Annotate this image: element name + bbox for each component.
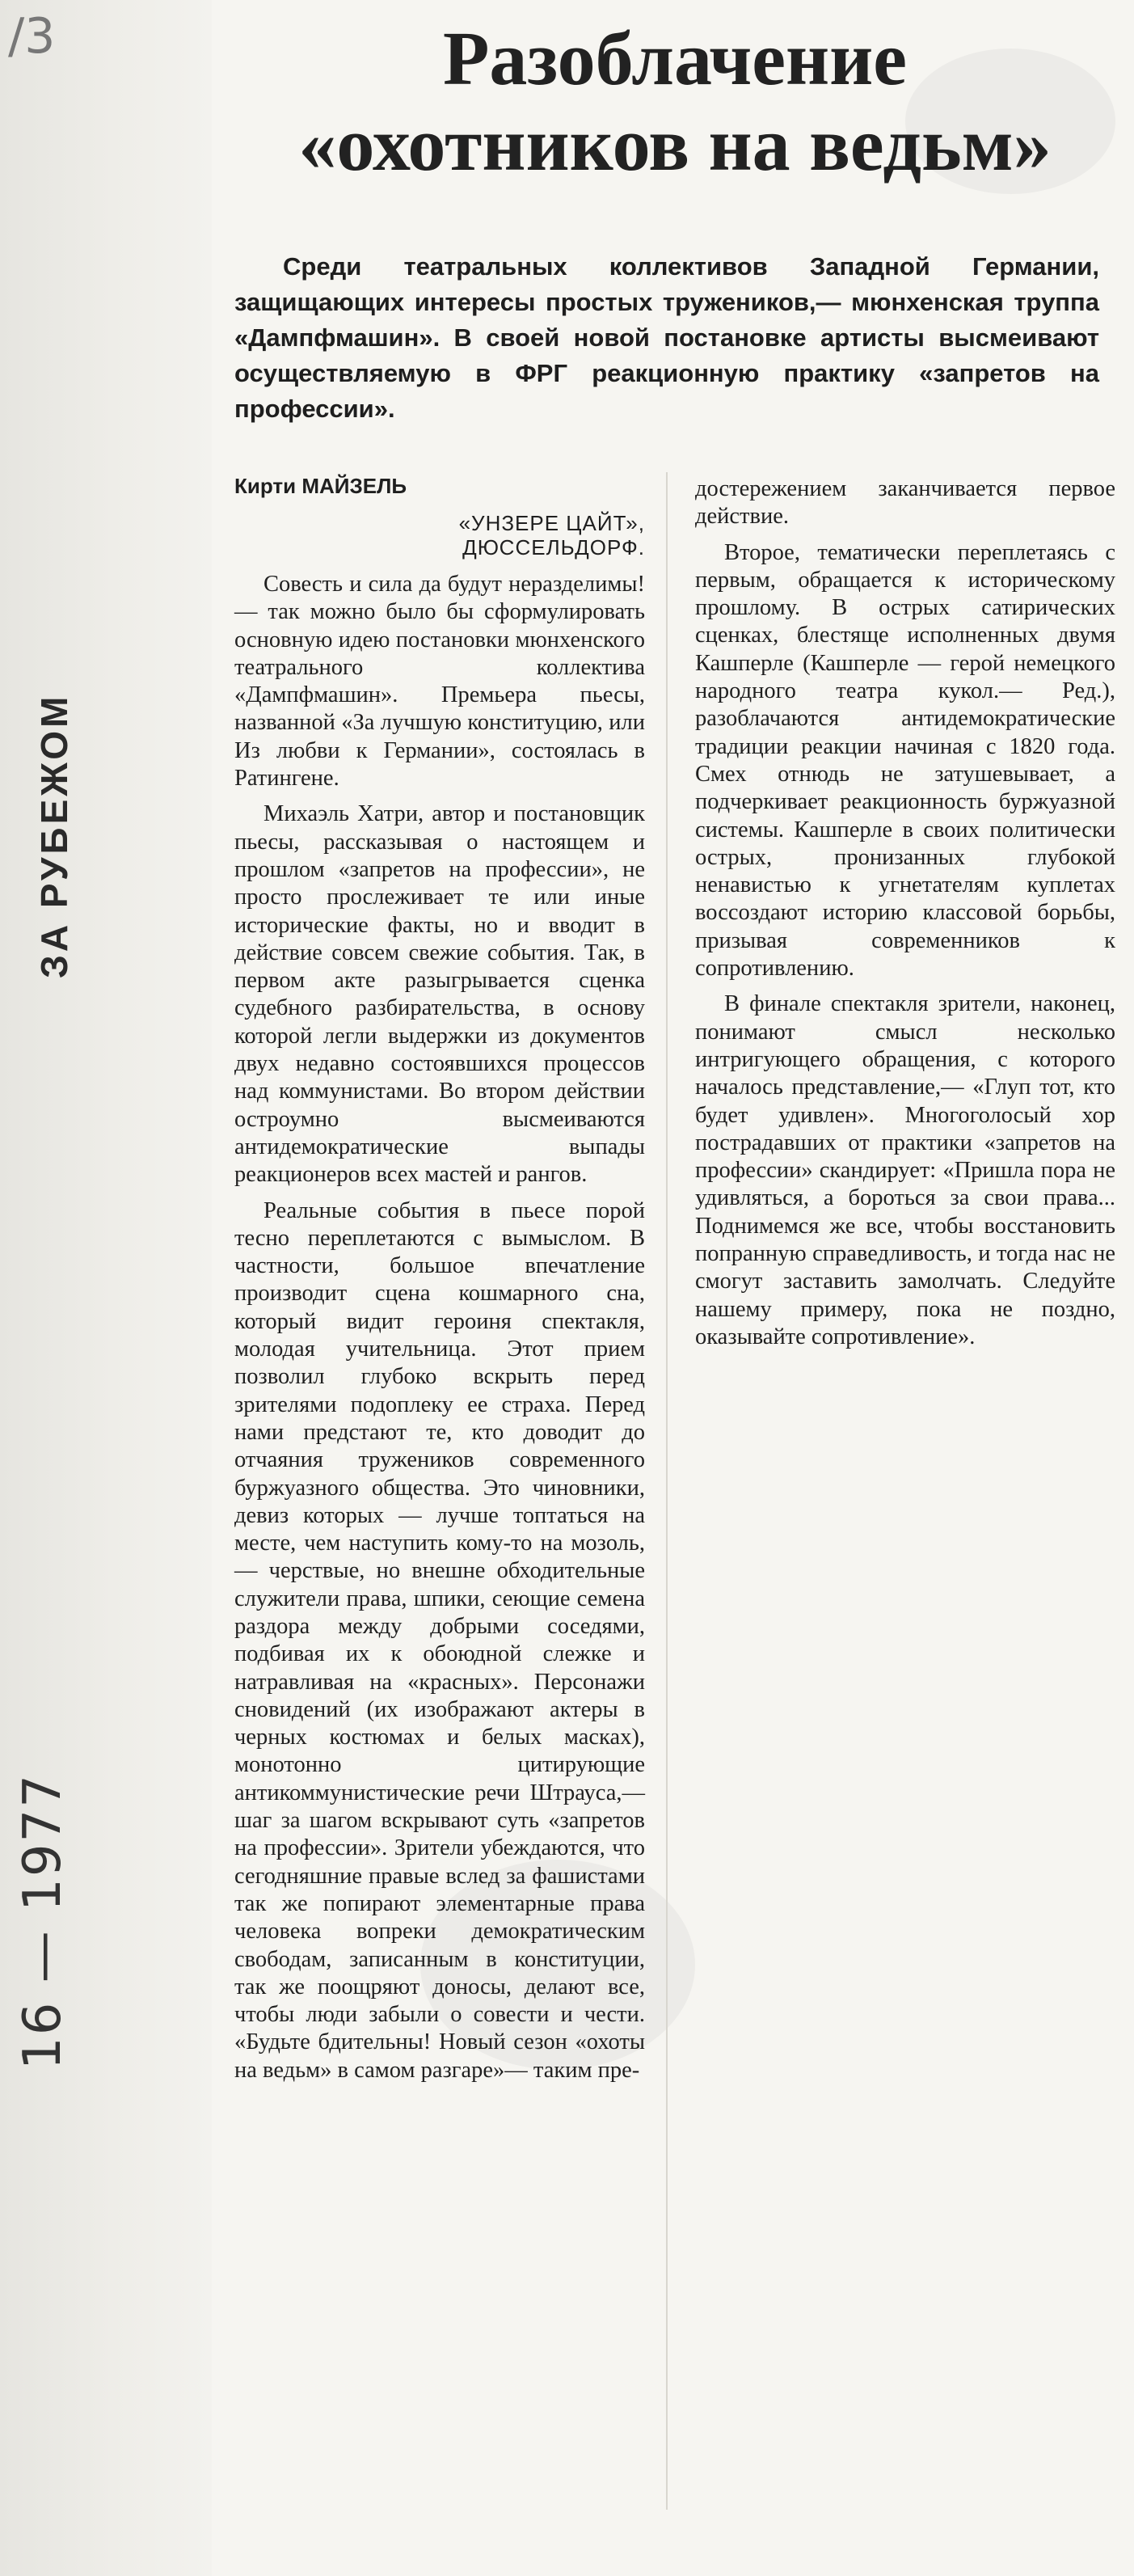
paragraph: Совесть и сила да будут неразделимы!— так можно было бы сформулировать основную идею постановки мюнхенского театрального коллектива «Дампфмашин». Премьера пьесы, названной «За лучшую конституцию, или Из любви к Германии», состоялась в Ратингене. [234,572,645,792]
headline-line-2: «охотников на ведьм» [298,103,1052,187]
column-divider [666,472,668,2510]
handwritten-date: 16 — 1977 [13,1773,73,2070]
paragraph-continuation: достережением заканчивается первое действие. [695,476,1115,530]
lead-paragraph: Среди театральных коллективов Западной Германии, защищающих интересы простых тружеников,— мюнхенская труппа «Дампфмашин». В своей новой постановке артисты высмеивают осуществляемую в ФРГ реакционную практику «запретов на профессии». [234,252,1099,423]
paragraph: Михаэль Хатри, автор и постановщик пьесы, рассказывая о настоящем и прошлом «запретов на профессии», не просто прослеживает те или иные исторические факты, но и вводит в действие совсем свежие события. Так, в первом акте разыгрывается сценка судебного разбирательства, в основу которой легли выдержки из документов двух недавно состоявшихся процессов над коммунистами. Во втором действии остроумно высмеиваются антидемократические выпады реакционеров всех мастей и рангов. [234,801,645,1188]
headline [291,16,1059,188]
paragraph: Второе, тематически переплетаясь с первым, обращается к историческому прошлому. В острых сатирических сценках, блестяще исполненных двумя Кашперле (Кашперле — герой немецкого народного театра кукол.— Ред.), разоблачаются антидемократические традиции реакции начиная с 1820 года. Смех отнюдь не затушевывает, а подчеркивает реакционность буржуазной системы. Кашперле в своих политически острых, пронизанных глубокой ненавистью к угнетателям куплетах воссоздают историю классовой борьбы, призывая современников к сопротивлению. [695,539,1115,982]
article-column-1 [234,472,645,2084]
paragraph: В финале спектакля зрители, наконец, понимают смысл несколько интригующего обращения, с которого началось представление,— «Глуп тот, кто будет удивлен». Многоголосый хор пострадавших от практики «запретов на профессии» скандирует: «Пришла пора не удивляться, а бороться за свои права... Поднимемся же все, чтобы восстановить попранную справедливость, и тогда нас не смогут заставить замолчать. Следуйте нашему примеру, пока не поздно, оказывайте сопротивление». [695,991,1115,1349]
handwritten-mark: /3 [8,8,56,65]
headline-line-1: Разоблачение [442,17,908,101]
source-city: ДЮССЕЛЬДОРФ. [462,535,645,560]
source-paper: «УНЗЕРЕ ЦАЙТ», [458,511,645,535]
source-attribution [234,511,645,560]
paragraph: Реальные события в пьесе порой тесно переплетаются с вымыслом. В частности, большое впечатление производит сцена кошмарного сна, который видит героиня спектакля, молодая учительница. Этот прием позволил глубоко вскрыть перед зрителями подоплеку ее страха. Перед нами предстают те, кто доводит до отчаяния тружеников современного буржуазного общества. Это чиновники, девиз которых — лучше топтаться на месте, чем наступить кому-то на мозоль,— черствые, но внешне обходительные служители права, шпики, сеющие семена раздора между добрыми соседями, подбивая их к обоюдной слежке и натравливая на «красных». Персонажи сновидений (их изображают актеры в черных костюмах и белых масках), монотонно цитирующие антикоммунистические речи Штрауса,—шаг за шагом вскрывают суть «запретов на профессии». Зрители убеждаются, что сегодняшние правые вслед за фашистами так же попирают элементарные права человека вопреки демократическим свободам, записанным в конституции, так же поощряют доносы, делают все, чтобы люди забыли о совести и чести. «Будьте бдительны! Новый сезон «охоты на ведьм» в самом разгаре»— таким пре- [234,1197,645,2083]
author-byline: Кирти МАЙЗЕЛЬ [234,474,407,498]
article-column-2 [695,475,1115,1351]
section-rubric: ЗА РУБЕЖОМ [33,693,75,978]
margin-strip [0,0,212,2576]
